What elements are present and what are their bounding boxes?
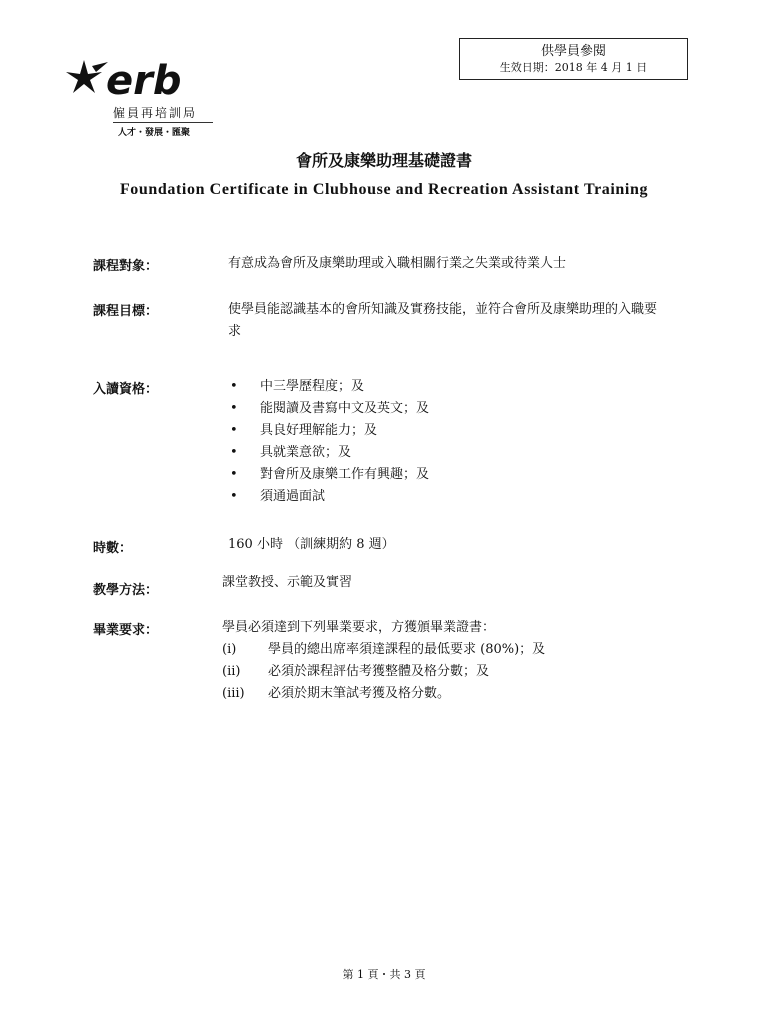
- page-number: 第 1 頁・共 3 頁: [342, 968, 426, 981]
- notice-line: 供學員參閱: [540, 44, 606, 59]
- bullet-icon: •: [230, 379, 238, 394]
- effective-date: 生效日期：2018 年 4 月 1 日: [499, 61, 648, 74]
- entry-list: [228, 376, 429, 508]
- bullet-icon: •: [230, 445, 238, 460]
- org-tagline: 人才・發展・匯聚: [118, 128, 191, 138]
- target-label: 課程對象：: [93, 259, 159, 274]
- list-item: • 中三學歷程度；及: [228, 376, 429, 398]
- hours-value: 160 小時 （訓練期約 8 週）: [228, 537, 395, 552]
- objective-label: 課程目標：: [93, 304, 159, 319]
- hours-label: 時數：: [93, 541, 133, 556]
- list-item: • 能閱讀及書寫中文及英文；及: [228, 398, 429, 420]
- notice-box: [459, 38, 688, 80]
- list-item: • 須通過面試: [228, 486, 429, 508]
- logo-wordmark: erb: [106, 58, 182, 104]
- bullet-icon: •: [230, 423, 238, 438]
- bullet-icon: •: [230, 489, 238, 504]
- org-name: 僱員再培訓局: [113, 106, 198, 120]
- list-item: • 對會所及康樂工作有興趣；及: [228, 464, 429, 486]
- erb-logo: [62, 56, 232, 140]
- list-item: • 具就業意欲；及: [228, 442, 429, 464]
- entry-label: 入讀資格：: [93, 382, 159, 397]
- logo-divider: [113, 122, 213, 123]
- method-label: 教學方法：: [93, 583, 159, 598]
- method-value: 課堂教授、示範及實習: [222, 575, 353, 590]
- page-title-en: Foundation Certificate in Clubhouse and Recreation Assistant Training: [119, 181, 649, 198]
- graduation-label: 畢業要求：: [93, 623, 159, 638]
- bullet-icon: •: [230, 401, 238, 416]
- star-icon: [62, 56, 232, 106]
- target-value: 有意成為會所及康樂助理或入職相關行業之失業或待業人士: [228, 256, 567, 271]
- objective-value: 使學員能認識基本的會所知識及實務技能，並符合會所及康樂助理的入職要求: [228, 302, 658, 339]
- page-title-zh: 會所及康樂助理基礎證書: [295, 151, 472, 170]
- bullet-icon: •: [230, 467, 238, 482]
- list-item: • 具良好理解能力；及: [228, 420, 429, 442]
